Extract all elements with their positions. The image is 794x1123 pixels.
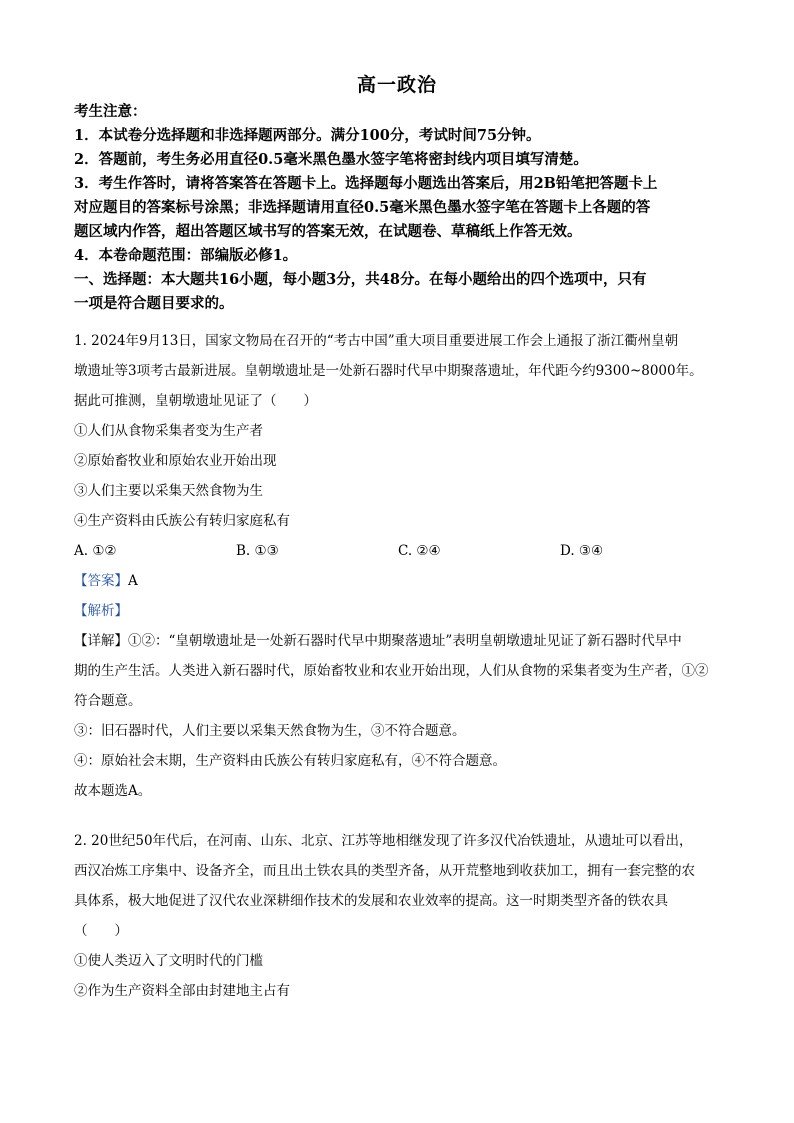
section-heading: 一项是符合题目要求的。 [74,295,234,312]
q1-options [74,536,724,566]
notice-item: 1．本试卷分选择题和非选择题两部分。满分100分，考试时间75分钟。 [74,127,541,144]
notice-heading: 考生注意： [74,103,147,120]
q1-detail-line: 故本题选A。 [74,783,152,799]
notice-item: 对应题目的答案标号涂黑；非选择题请用直径0.5毫米黑色墨水签字笔在答题卡上各题的答 [74,199,651,216]
q1-detail-line [74,626,724,656]
option-b: B. ①③ [236,543,279,559]
q1-statement: ③人们主要以采集天然食物为生 [74,483,263,499]
q2-stem-line: 具体系，极大地促进了汉代农业深耕细作技术的发展和农业效率的提高。这一时期类型齐备的铁农具 [74,893,668,909]
q1-detail-line: 符合题意。 [74,693,142,709]
notice-block [74,100,724,316]
option-c: C. ②④ [398,543,441,559]
q2-stem-line: （ ） [74,923,128,939]
detail-text: ①②：“皇朝墩遗址是一处新石器时代早中期聚落遗址”表明皇朝墩遗址见证了新石器时代早中 [128,633,682,649]
detail-tag: 【详解】 [74,633,128,649]
q1-statement: ①人们从食物采集者变为生产者 [74,423,263,439]
q1-detail-line: 期的生产生活。人类进入新石器时代，原始畜牧业和农业开始出现，人们从食物的采集者变为生产者，①② [74,663,709,679]
q1-stem-line: 墩遗址等3项考古最新进展。皇朝墩遗址是一处新石器时代早中期聚落遗址，年代距今约9300~8000年。 [74,363,703,379]
notice-item: 4．本卷命题范围：部编版必修1。 [74,247,298,264]
notice-item: 题区域内作答，超出答题区域书写的答案无效，在试题卷、草稿纸上作答无效。 [74,223,582,240]
analysis-tag: 【解析】 [74,603,128,619]
notice-item: 3．考生作答时，请将答案答在答题卡上。选择题每小题选出答案后，用2B铅笔把答题卡上 [74,175,658,192]
option-a: A. ①② [74,543,117,559]
page-title: 高一政治 [356,74,437,96]
answer-value: A [128,573,138,589]
q1-stem-line: 据此可推测，皇朝墩遗址见证了（ ） [74,393,317,409]
q2-stem-line: 2. 20世纪50年代后，在河南、山东、北京、江苏等地相继发现了许多汉代冶铁遗址，从遗址可以看出， [74,833,693,849]
q1-detail-line: ③：旧石器时代，人们主要以采集天然食物为生，③不符合题意。 [74,723,466,739]
q1-detail-line: ④：原始社会末期，生产资料由氏族公有转归家庭私有，④不符合题意。 [74,753,506,769]
q1-stem-line: 1. 2024年9月13日，国家文物局在召开的“考古中国”重大项目重要进展工作会上通报了浙江衢州皇朝 [74,333,679,349]
question-2 [74,826,724,1006]
q1-statement: ④生产资料由氏族公有转归家庭私有 [74,513,290,529]
q1-answer [74,566,724,596]
q2-statement: ②作为生产资料全部由封建地主占有 [74,983,290,999]
answer-tag: 【答案】 [74,573,128,589]
question-1 [74,326,724,806]
q2-statement: ①使人类迈入了文明时代的门槛 [74,953,263,969]
q1-statement: ②原始畜牧业和原始农业开始出现 [74,453,277,469]
q2-stem-line: 西汉冶炼工序集中、设备齐全，而且出土铁农具的类型齐备，从开荒整地到收获加工，拥有一套完整的农 [74,863,695,879]
option-d: D. ③④ [560,543,604,559]
section-heading: 一、选择题：本大题共16小题，每小题3分，共48分。在每小题给出的四个选项中，只有 [74,271,647,288]
notice-item: 2．答题前，考生务必用直径0.5毫米黑色墨水签字笔将密封线内项目填写清楚。 [74,151,588,168]
